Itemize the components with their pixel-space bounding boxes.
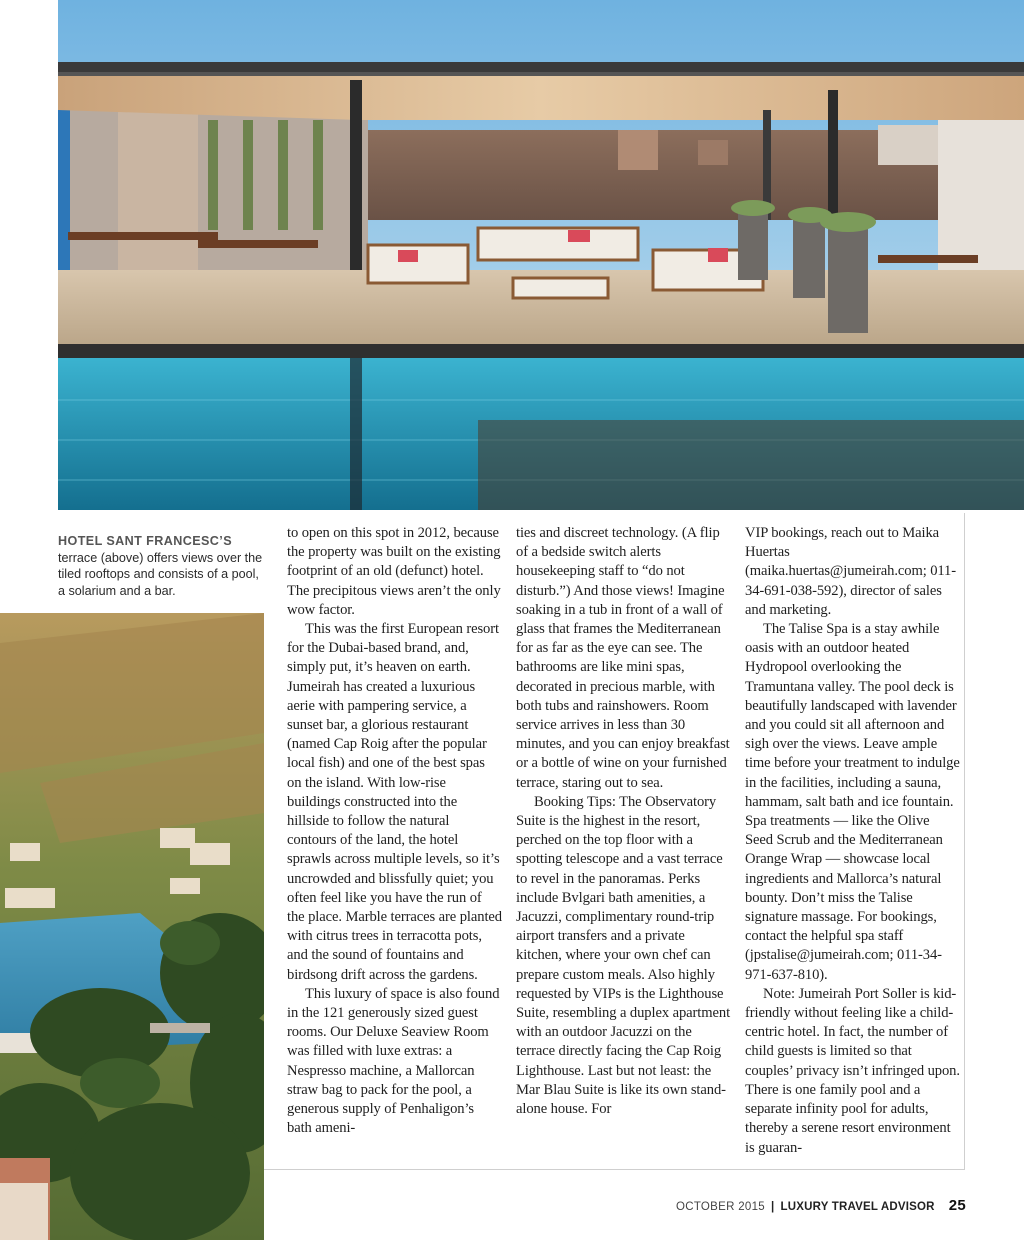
paragraph: Booking Tips: The Observatory Suite is the highest in the resort, perched on the top floor with a spotting telescope and a vast terrace to revel in the panoramas. Perks include Bvlgari bath amenities, a Jacuzzi, complimentary round-trip airport transfers and a private kitchen, where your own chef can prepare custom meals. Also highly requested by VIPs is the Lighthouse Suite, resembling a duplex apartment with an outdoor Jacuzzi on the terrace directly facing the Cap Roig Lighthouse. Last but not least: the Mar Blau Suite is like its own stand-alone house. For: [516, 793, 731, 1118]
issue-date: OCTOBER 2015: [675, 1201, 766, 1213]
footer-separator: |: [771, 1201, 775, 1213]
caption-title: HOTEL SANT FRANCESC’S: [58, 534, 232, 548]
bottom-divider: [264, 1169, 965, 1170]
terrace-photo: [58, 0, 1024, 510]
article-column-3: [745, 524, 960, 1158]
paragraph: This luxury of space is also found in the 121 generously sized guest rooms. Our Deluxe Seaview Room was filled with luxe extras: a Nespresso machine, a Mallorcan straw bag to pack for the pool, a generous supply of Penhaligon’s bath ameni-: [287, 985, 500, 1137]
column-divider: [964, 513, 965, 1169]
paragraph: Note: Jumeirah Port Soller is kid-friendly without feeling like a child-centric hotel. In fact, the number of child guests is limited so that couples’ privacy isn’t infringed upon. There is one family pool and a separate infinity pool for adults, thereby a serene resort environment is guaran-: [745, 985, 960, 1156]
page-number: 25: [948, 1197, 966, 1214]
paragraph: VIP bookings, reach out to Maika Huertas (maika.huertas@jumeirah.com; 011-34-691-038-592), director of sales and marketing.: [745, 525, 957, 618]
article-column-2: [516, 524, 731, 1119]
coastline-photo: [0, 613, 264, 1240]
article-column-1: [287, 524, 502, 1139]
paragraph: This was the first European resort for the Dubai-based brand, and, simply put, it’s heaven on earth. Jumeirah has created a luxurious aerie with pampering service, a sunset bar, a glorious restaurant (named Cap Roig after the popular local fish) and one of the best spas on the island. With low-rise buildings constructed into the hillside to follow the natural contours of the land, the hotel sprawls across multiple levels, so it’s uncrowded and blissfully quiet; you often feel like you have the run of the place. Marble terraces are planted with citrus trees in terracotta pots, and the sound of fountains and birdsong drift across the gardens.: [287, 621, 502, 983]
caption-text: terrace (above) offers views over the tiled rooftops and consists of a pool, a solarium and a bar.: [58, 550, 263, 598]
page-footer: [676, 1197, 966, 1214]
publication-name: LUXURY TRAVEL ADVISOR: [780, 1201, 935, 1213]
paragraph: to open on this spot in 2012, because the property was built on the existing footprint of an old (defunct) hotel. The precipitous views aren’t the only wow factor.: [287, 525, 501, 618]
paragraph: ties and discreet technology. (A flip of a bedside switch alerts housekeeping staff to “do not disturb.”) And those views! Imagine soaking in a tub in front of a wall of glass that frames the Mediterranean for as far as the eye can see. The bathrooms are like mini spas, decorated in precious marble, with both tubs and rainshowers. Room service arrives in less than 30 minutes, and you can enjoy breakfast or a bottle of wine on your furnished terrace, staring out to sea.: [516, 525, 730, 791]
photo-caption: [58, 533, 263, 599]
paragraph: The Talise Spa is a stay awhile oasis with an outdoor heated Hydropool overlooking the Tramuntana valley. The pool deck is beautifully landscaped with lavender and you could sit all afternoon and sigh over the views. Leave ample time before your treatment to indulge in the facilities, including a sauna, hammam, salt bath and ice fountain. Spa treatments — like the Olive Seed Scrub and the Mediterranean Orange Wrap — showcase local ingredients and Mallorca’s natural bounty. Don’t miss the Talise signature massage. For bookings, contact the helpful spa staff (jpstalise@jumeirah.com; 011-34-971-637-810).: [745, 621, 960, 983]
